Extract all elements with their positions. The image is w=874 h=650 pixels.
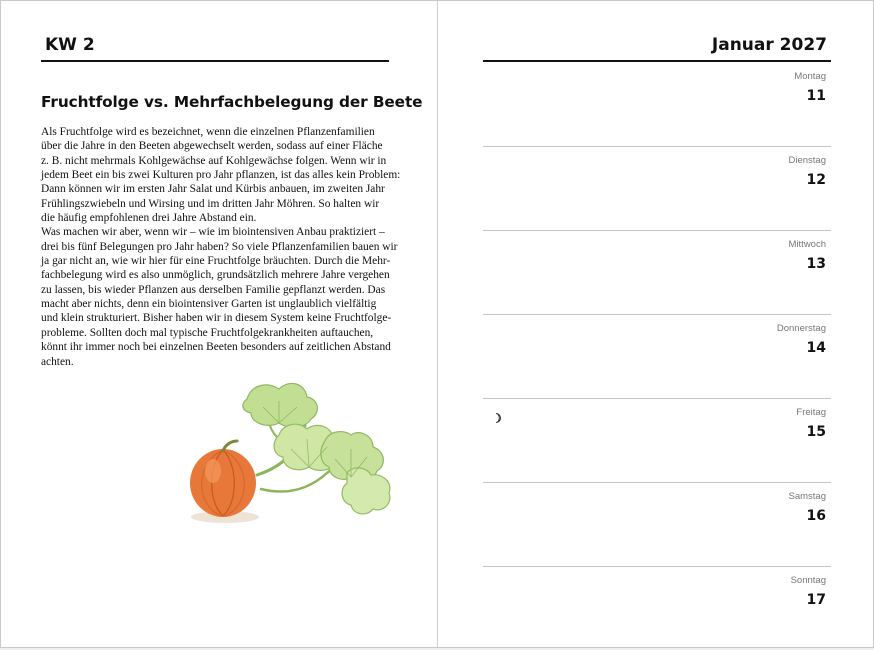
text-line: könnt ihr immer noch bei einzelnen Beeten besonders auf zeitlichen Abstand xyxy=(41,341,391,354)
leaf xyxy=(243,383,317,427)
day-row-wednesday[interactable] xyxy=(483,230,831,314)
weekday-label: Samstag xyxy=(788,491,826,502)
date-number: 16 xyxy=(806,508,826,524)
day-row-sunday[interactable] xyxy=(483,566,831,650)
moon-phase-icon xyxy=(491,412,503,424)
weekday-label: Dienstag xyxy=(788,155,826,166)
text-line: drei bis fünf Belegungen pro Jahr haben? So viele Pflanzenfamilien bauen wir xyxy=(41,240,398,253)
article-paragraph-1 xyxy=(41,125,401,225)
day-separator xyxy=(483,230,831,231)
article-title: Fruchtfolge vs. Mehrfachbelegung der Beete xyxy=(41,93,423,111)
day-separator xyxy=(483,146,831,147)
day-row-friday[interactable] xyxy=(483,398,831,482)
header-rule-left xyxy=(41,60,389,62)
month-label: Januar 2027 xyxy=(711,35,827,55)
text-line: probleme. Sollten doch mal typische Fruchtfolgekrankheiten auftauchen, xyxy=(41,326,374,339)
text-line: die häufig empfohlenen drei Jahre Abstand ein. xyxy=(41,212,257,225)
text-line: fachbelegung wird es also unmöglich, grundsätzlich mehrere Jahre vergehen xyxy=(41,269,390,282)
date-number: 11 xyxy=(806,88,826,104)
left-page xyxy=(1,1,438,647)
text-line: Dann können wir im ersten Jahr Salat und Kürbis anbauen, im zweiten Jahr xyxy=(41,183,385,196)
text-line: jedem Beet ein bis zwei Kulturen pro Jahr pflanzen, ist das alles kein Problem: xyxy=(41,169,401,182)
text-line: achten. xyxy=(41,355,74,368)
right-page xyxy=(438,1,873,647)
date-number: 14 xyxy=(806,340,826,356)
week-label: KW 2 xyxy=(45,35,95,55)
date-number: 17 xyxy=(806,592,826,608)
text-line: Als Fruchtfolge wird es bezeichnet, wenn die einzelnen Pflanzenfamilien xyxy=(41,126,375,138)
weekday-label: Mittwoch xyxy=(788,239,826,250)
day-separator xyxy=(483,566,831,567)
day-row-monday[interactable] xyxy=(483,62,831,146)
date-number: 13 xyxy=(806,256,826,272)
pumpkin-highlight xyxy=(205,459,221,483)
text-line: über die Jahre in den Beeten abgewechselt werden, sodass auf einer Fläche xyxy=(41,140,383,153)
day-separator xyxy=(483,482,831,483)
article-paragraph-2 xyxy=(41,225,398,368)
weekday-label: Montag xyxy=(794,71,826,82)
text-line: macht aber nichts, denn ein biointensiver Garten ist unglaublich vielfältig xyxy=(41,298,377,311)
day-row-saturday[interactable] xyxy=(483,482,831,566)
day-separator xyxy=(483,314,831,315)
weekday-label: Donnerstag xyxy=(776,323,826,334)
text-line: und klein strukturiert. Bisher haben wir in diesem System keine Fruchtfolge- xyxy=(41,312,392,325)
day-row-thursday[interactable] xyxy=(483,314,831,398)
text-line: Was machen wir aber, wenn wir – wie im biointensiven Anbau praktiziert – xyxy=(41,226,385,239)
day-row-tuesday[interactable] xyxy=(483,146,831,230)
weekday-label: Freitag xyxy=(796,407,826,418)
article-body xyxy=(41,125,401,369)
pumpkin-illustration xyxy=(187,377,399,527)
text-line: zu lassen, bis wieder Pflanzen aus derselben Familie gepflanzt werden. Das xyxy=(41,283,386,296)
date-number: 12 xyxy=(806,172,826,188)
text-line: z. B. nicht mehrmals Kohlgewächse auf Kohlgewächse folgen. Wenn wir in xyxy=(41,154,387,167)
text-line: Frühlingszwiebeln und Wirsing und im dritten Jahr Möhren. So halten wir xyxy=(41,197,380,210)
date-number: 15 xyxy=(806,424,826,440)
pumpkin-body xyxy=(190,449,256,517)
day-separator xyxy=(483,398,831,399)
text-line: ja gar nicht an, wie wir hier für eine Fruchtfolge bräuchten. Durch die Mehr- xyxy=(41,255,391,268)
weekday-label: Sonntag xyxy=(790,575,826,586)
pumpkin-stalk xyxy=(223,441,237,451)
